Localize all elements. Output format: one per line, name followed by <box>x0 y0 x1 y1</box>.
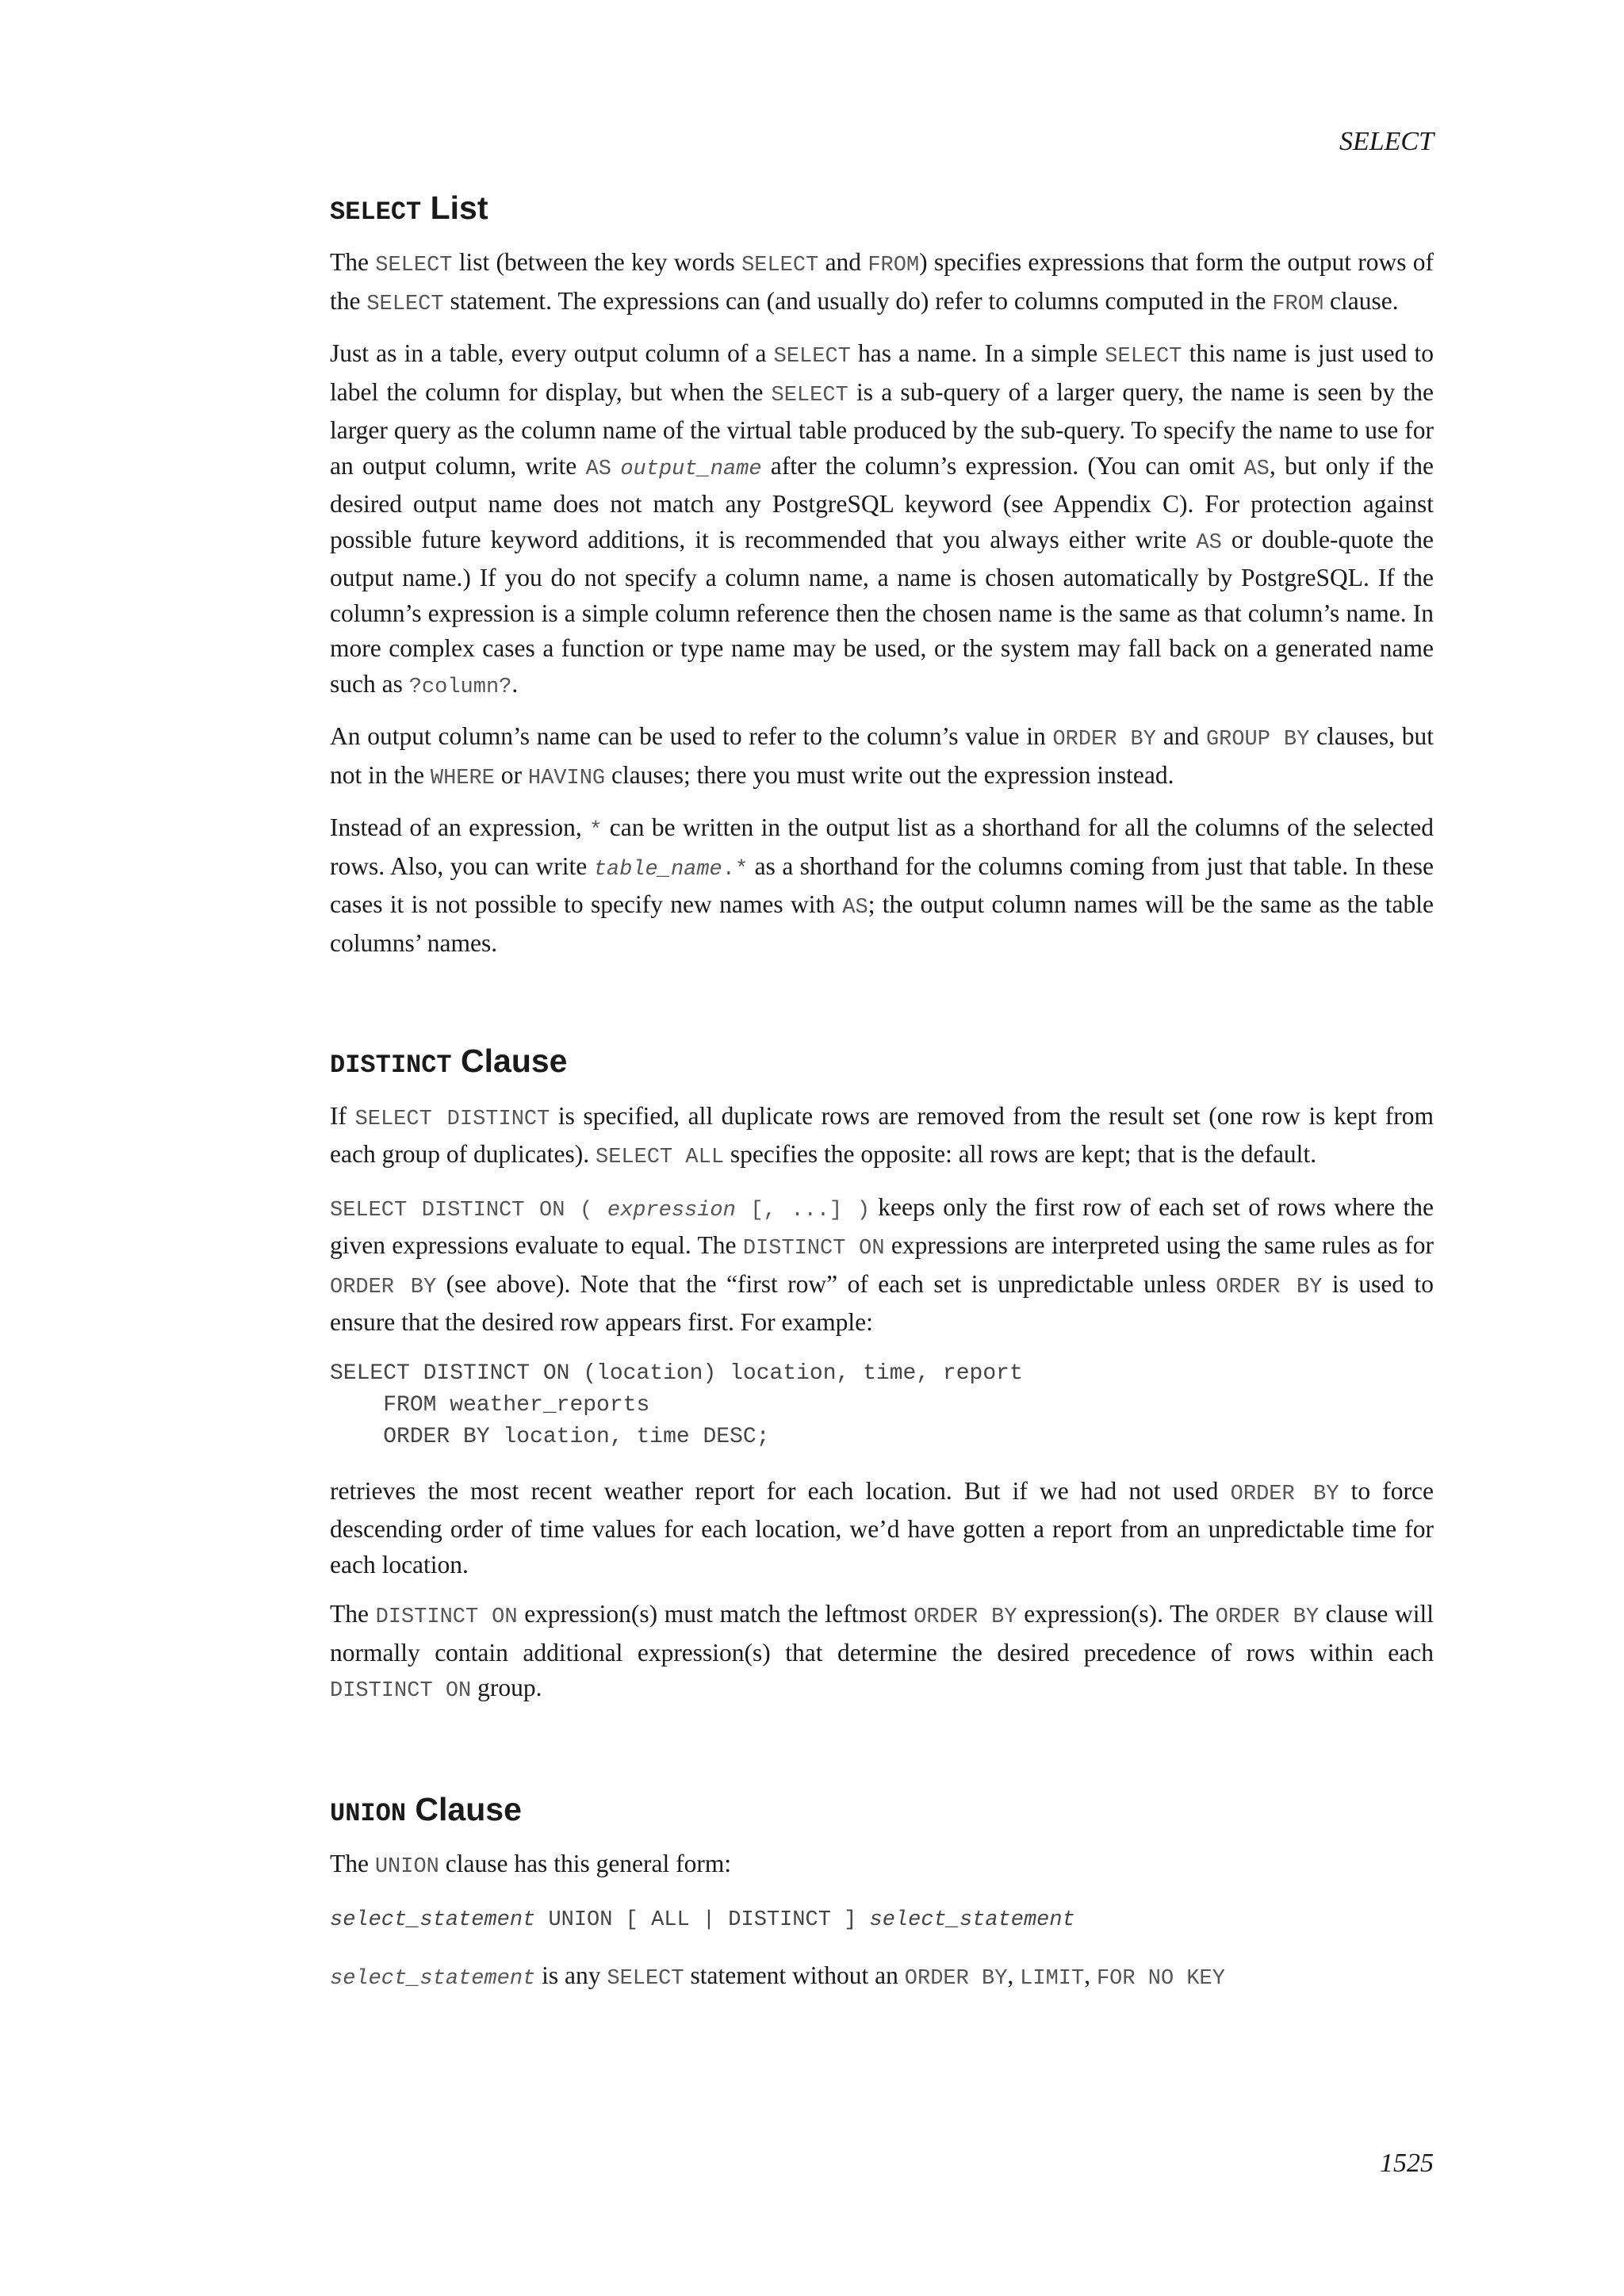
section-union-clause <box>330 1790 1434 1996</box>
text: The <box>330 1850 375 1878</box>
inline-code: HAVING <box>527 766 606 790</box>
heading-word: Clause <box>415 1790 522 1827</box>
running-header: SELECT <box>1339 127 1434 156</box>
text: An output column’s name can be used to refer to the column’s value in <box>330 722 1053 751</box>
text: can be written in the output list as a shorthand for all the columns of the selected rows. Also, you can write <box>330 813 1434 880</box>
text: specifies the opposite: all rows are kept; that is the default. <box>724 1140 1317 1169</box>
heading-word: List <box>430 189 488 226</box>
paragraph <box>330 719 1434 796</box>
text: clauses, but not in the <box>330 722 1434 789</box>
paragraph <box>330 1597 1434 1709</box>
heading-keyword: DISTINCT <box>330 1050 452 1081</box>
text: keeps only the first row of each set of rows where the given expressions evaluate to equal. The <box>330 1192 1434 1260</box>
section-heading-union-clause <box>330 1790 1434 1829</box>
inline-code: SELECT <box>607 1966 684 1991</box>
paragraph <box>330 1190 1434 1341</box>
text: If <box>330 1101 355 1130</box>
inline-code: SELECT <box>1105 345 1182 369</box>
inline-code: SELECT DISTINCT ON ( <box>330 1198 607 1223</box>
inline-code: AS <box>1243 457 1270 481</box>
synopsis-code: UNION [ ALL | DISTINCT ] <box>535 1908 870 1932</box>
text: to force descending order of time values for each location, we’d have gotten a report from an unpredictable time for each location. <box>330 1476 1434 1578</box>
inline-code: ORDER BY <box>904 1966 1008 1991</box>
inline-code: SELECT <box>773 345 851 369</box>
section-heading-select-list <box>330 189 1434 228</box>
code-example: SELECT DISTINCT ON (location) location, time, report FROM weather_reports ORDER BY location, time DESC; <box>330 1360 1023 1449</box>
section-heading-distinct-clause <box>330 1042 1434 1081</box>
text: statement. The expressions can (and usually do) refer to columns computed in the <box>443 286 1273 315</box>
replaceable-code: select_statement <box>869 1908 1075 1932</box>
inline-code: UNION <box>374 1855 439 1880</box>
inline-code: SELECT <box>366 292 444 316</box>
inline-code: AS <box>1196 530 1222 555</box>
text: after the column’s expression. (You can omit <box>761 451 1244 480</box>
inline-code: WHERE <box>430 766 495 790</box>
section-distinct-clause <box>330 1042 1434 1709</box>
paragraph <box>330 810 1434 961</box>
text: clause has this general form: <box>439 1850 732 1878</box>
inline-code: FROM <box>1272 292 1324 316</box>
page-content <box>330 189 1434 2077</box>
paragraph <box>330 245 1434 322</box>
text: is a sub-query of a larger query, the name is seen by the larger query as the column name of the virtual table produced by the sub-query. To specify the name to use for an output column, write <box>330 377 1434 480</box>
text: clause will normally contain additional expression(s) that determine the desired precedence of rows within each <box>330 1600 1434 1667</box>
text: expressions are interpreted using the same rules as for <box>884 1231 1434 1260</box>
inline-code: FROM <box>868 254 920 278</box>
text: list (between the key words <box>452 248 742 277</box>
text: ; the output column names will be the same as the table columns’ names. <box>330 890 1434 957</box>
text: and <box>818 248 868 277</box>
heading-keyword: SELECT <box>330 197 422 227</box>
inline-code: SELECT DISTINCT <box>354 1107 550 1131</box>
text: is any <box>535 1961 607 1989</box>
text: or <box>494 760 528 789</box>
replaceable-code: output_name <box>620 457 762 481</box>
inline-code: ORDER BY <box>1230 1482 1339 1506</box>
heading-word: Clause <box>461 1043 568 1080</box>
text: or double-quote the output name.) If you do not specify a column name, a name is chosen automatically by PostgreSQL. If the column’s expression is a simple column reference then the chosen name is the same as that column’s name. In more complex cases a function or type name may be used, or the system may fall back on a generated name such as <box>330 525 1434 698</box>
inline-code: DISTINCT ON <box>742 1237 885 1261</box>
section-select-list <box>330 189 1434 961</box>
heading-keyword: UNION <box>330 1798 407 1828</box>
paragraph <box>330 1958 1434 1997</box>
paragraph <box>330 1099 1434 1176</box>
text: Just as in a table, every output column of a <box>330 339 774 368</box>
inline-code: LIMIT <box>1020 1966 1085 1991</box>
inline-code: SELECT <box>741 254 819 278</box>
inline-code: DISTINCT ON <box>375 1605 518 1630</box>
text: as a shorthand for the columns coming from just that table. In these cases it is not possible to specify new names with <box>330 851 1434 919</box>
inline-code: SELECT <box>375 254 453 278</box>
replaceable-code: select_statement <box>330 1966 536 1991</box>
text: has a name. In a simple <box>850 339 1105 368</box>
text: clauses; there you must write out the expression instead. <box>605 760 1174 789</box>
inline-code: ORDER BY <box>1052 728 1156 752</box>
text: this name is just used to label the column for display, but when the <box>330 339 1434 406</box>
inline-code: ORDER BY <box>914 1605 1017 1630</box>
text: is used to ensure that the desired row appears first. For example: <box>330 1269 1434 1337</box>
inline-code: DISTINCT ON <box>330 1679 472 1704</box>
paragraph <box>330 1846 1434 1885</box>
inline-code: AS <box>842 896 868 920</box>
inline-code: ORDER BY <box>1216 1275 1323 1299</box>
text: Instead of an expression, <box>330 813 590 842</box>
text: The <box>330 248 376 277</box>
text: , <box>1007 1961 1021 1989</box>
text: expression(s). The <box>1017 1600 1216 1628</box>
replaceable-code: select_statement <box>330 1908 536 1932</box>
text: , but only if the desired output name does not match any PostgreSQL keyword (see Appendix C). For protection against possible future keyword additions, it is recommended that you always either write <box>330 451 1434 553</box>
text: is specified, all duplicate rows are removed from the result set (one row is kept from each group of duplicates). <box>330 1101 1434 1169</box>
syntax-synopsis <box>330 1904 1434 1936</box>
inline-code: * <box>589 819 603 844</box>
inline-code: ?column? <box>408 675 512 699</box>
replaceable-code: table_name <box>593 857 722 882</box>
inline-code: ORDER BY <box>1215 1605 1320 1630</box>
text: expression(s) must match the leftmost <box>517 1600 914 1628</box>
paragraph <box>330 1474 1434 1583</box>
replaceable-code: expression <box>607 1198 736 1223</box>
inline-code: AS <box>585 457 612 481</box>
text: statement without an <box>684 1961 905 1989</box>
text: , <box>1084 1961 1097 1989</box>
text: ) specifies expressions that form the output rows of the <box>330 248 1434 315</box>
text: group. <box>471 1674 542 1702</box>
text: and <box>1155 722 1206 751</box>
inline-code: [, ...] ) <box>735 1198 871 1223</box>
text: (see above). Note that the “first row” of each set is unpredictable unless <box>436 1269 1216 1298</box>
text: retrieves the most recent weather report for each location. But if we had not used <box>330 1476 1231 1505</box>
text: clause. <box>1323 286 1399 315</box>
inline-code: .* <box>722 857 749 882</box>
text: The <box>330 1600 376 1628</box>
inline-code: FOR NO KEY <box>1096 1966 1225 1991</box>
text: . <box>511 669 519 698</box>
page-number: 1525 <box>1380 2149 1434 2178</box>
inline-code: ORDER BY <box>330 1275 437 1299</box>
paragraph <box>330 336 1434 705</box>
inline-code: GROUP BY <box>1205 728 1310 752</box>
inline-code: SELECT ALL <box>596 1146 725 1170</box>
inline-code: SELECT <box>771 383 848 408</box>
